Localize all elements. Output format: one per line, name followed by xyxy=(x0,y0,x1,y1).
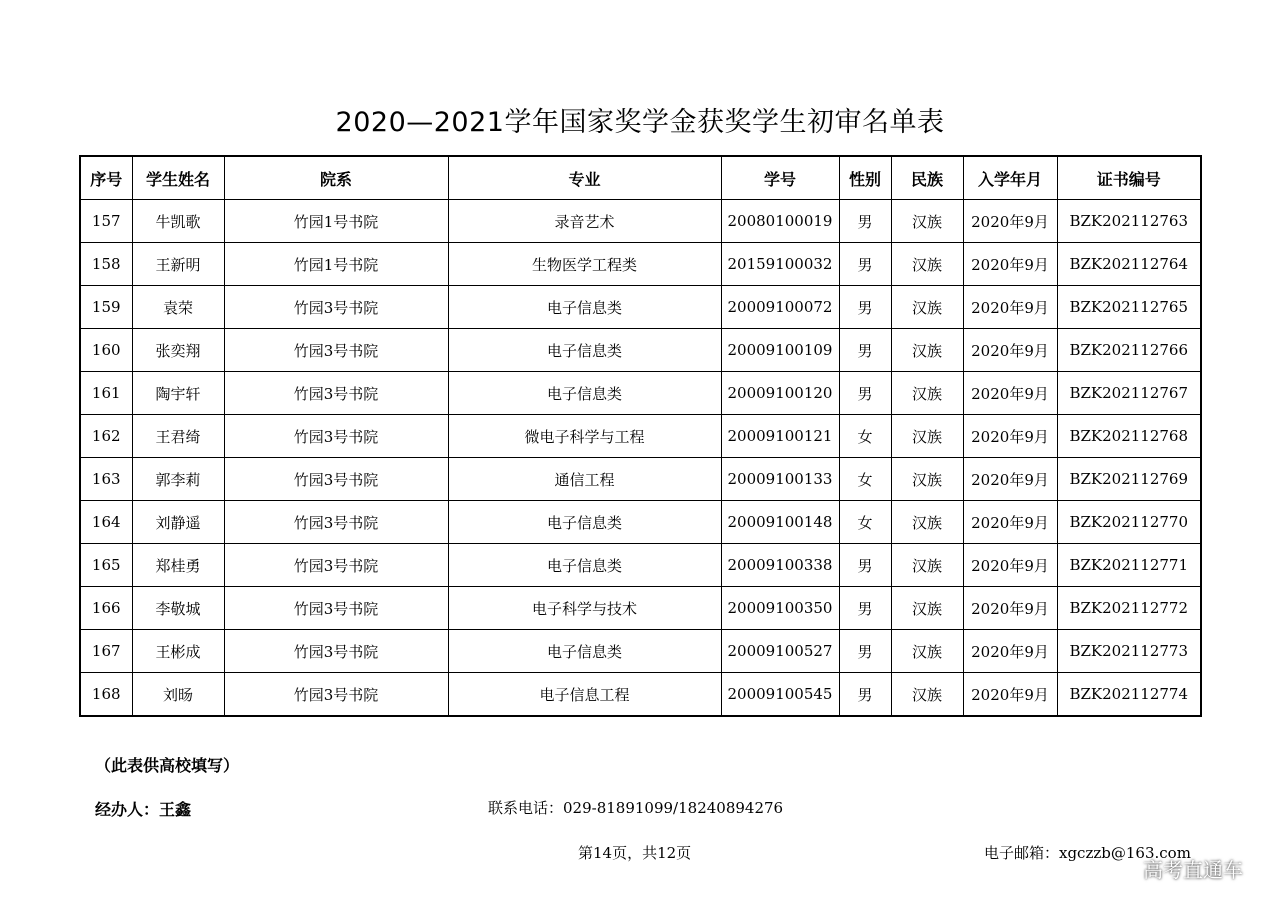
cell-index: 160 xyxy=(80,329,132,372)
cell-index: 166 xyxy=(80,587,132,630)
cell-name: 郑桂勇 xyxy=(132,544,224,587)
cell-gender: 男 xyxy=(839,200,891,243)
cell-enrollment: 2020年9月 xyxy=(963,673,1057,717)
header-name: 学生姓名 xyxy=(132,156,224,200)
table-row xyxy=(80,372,1201,415)
page-indicator: 第14页，共12页 xyxy=(578,844,692,862)
cell-index: 165 xyxy=(80,544,132,587)
cell-index: 161 xyxy=(80,372,132,415)
cell-certificate: BZK202112770 xyxy=(1057,501,1201,544)
table-row xyxy=(80,544,1201,587)
cell-enrollment: 2020年9月 xyxy=(963,286,1057,329)
cell-certificate: BZK202112763 xyxy=(1057,200,1201,243)
cell-gender: 女 xyxy=(839,501,891,544)
table-row xyxy=(80,200,1201,243)
cell-department: 竹园3号书院 xyxy=(224,329,448,372)
cell-major: 微电子科学与工程 xyxy=(448,415,721,458)
cell-enrollment: 2020年9月 xyxy=(963,415,1057,458)
cell-index: 162 xyxy=(80,415,132,458)
cell-gender: 男 xyxy=(839,587,891,630)
cell-student-id: 20009100338 xyxy=(721,544,839,587)
cell-student-id: 20009100109 xyxy=(721,329,839,372)
cell-major: 电子信息类 xyxy=(448,501,721,544)
cell-student-id: 20009100121 xyxy=(721,415,839,458)
cell-ethnicity: 汉族 xyxy=(891,329,963,372)
cell-gender: 男 xyxy=(839,544,891,587)
cell-ethnicity: 汉族 xyxy=(891,501,963,544)
cell-certificate: BZK202112772 xyxy=(1057,587,1201,630)
header-enrollment: 入学年月 xyxy=(963,156,1057,200)
header-certificate: 证书编号 xyxy=(1057,156,1201,200)
table-row xyxy=(80,458,1201,501)
cell-major: 电子信息类 xyxy=(448,329,721,372)
cell-gender: 女 xyxy=(839,415,891,458)
cell-certificate: BZK202112768 xyxy=(1057,415,1201,458)
cell-department: 竹园3号书院 xyxy=(224,415,448,458)
table-row xyxy=(80,630,1201,673)
cell-department: 竹园3号书院 xyxy=(224,587,448,630)
cell-department: 竹园3号书院 xyxy=(224,544,448,587)
cell-department: 竹园3号书院 xyxy=(224,501,448,544)
table-header-row xyxy=(80,156,1201,200)
cell-enrollment: 2020年9月 xyxy=(963,458,1057,501)
header-student-id: 学号 xyxy=(721,156,839,200)
table-row xyxy=(80,501,1201,544)
cell-name: 刘静遥 xyxy=(132,501,224,544)
cell-certificate: BZK202112767 xyxy=(1057,372,1201,415)
cell-gender: 男 xyxy=(839,243,891,286)
header-major: 专业 xyxy=(448,156,721,200)
cell-student-id: 20009100350 xyxy=(721,587,839,630)
cell-major: 电子信息类 xyxy=(448,630,721,673)
cell-gender: 男 xyxy=(839,630,891,673)
cell-ethnicity: 汉族 xyxy=(891,243,963,286)
cell-ethnicity: 汉族 xyxy=(891,286,963,329)
cell-student-id: 20009100527 xyxy=(721,630,839,673)
cell-name: 王彬成 xyxy=(132,630,224,673)
cell-student-id: 20159100032 xyxy=(721,243,839,286)
cell-certificate: BZK202112765 xyxy=(1057,286,1201,329)
watermark-logo: 高考直通车 xyxy=(1143,858,1243,882)
cell-department: 竹园1号书院 xyxy=(224,243,448,286)
cell-major: 录音艺术 xyxy=(448,200,721,243)
cell-enrollment: 2020年9月 xyxy=(963,544,1057,587)
contact-phone: 联系电话：029-81891099/18240894276 xyxy=(488,799,784,817)
cell-gender: 男 xyxy=(839,372,891,415)
table-row xyxy=(80,286,1201,329)
form-note: （此表供高校填写） xyxy=(95,756,240,775)
cell-enrollment: 2020年9月 xyxy=(963,329,1057,372)
cell-certificate: BZK202112764 xyxy=(1057,243,1201,286)
cell-ethnicity: 汉族 xyxy=(891,630,963,673)
cell-enrollment: 2020年9月 xyxy=(963,200,1057,243)
cell-major: 电子信息工程 xyxy=(448,673,721,717)
cell-ethnicity: 汉族 xyxy=(891,673,963,717)
cell-name: 牛凯歌 xyxy=(132,200,224,243)
cell-enrollment: 2020年9月 xyxy=(963,630,1057,673)
cell-student-id: 20009100133 xyxy=(721,458,839,501)
cell-department: 竹园1号书院 xyxy=(224,200,448,243)
table-body xyxy=(80,200,1201,717)
cell-certificate: BZK202112769 xyxy=(1057,458,1201,501)
header-ethnicity: 民族 xyxy=(891,156,963,200)
header-index: 序号 xyxy=(80,156,132,200)
cell-index: 159 xyxy=(80,286,132,329)
cell-certificate: BZK202112766 xyxy=(1057,329,1201,372)
cell-index: 167 xyxy=(80,630,132,673)
cell-gender: 女 xyxy=(839,458,891,501)
cell-name: 刘旸 xyxy=(132,673,224,717)
cell-index: 157 xyxy=(80,200,132,243)
cell-major: 电子信息类 xyxy=(448,544,721,587)
cell-ethnicity: 汉族 xyxy=(891,200,963,243)
table-row xyxy=(80,243,1201,286)
cell-name: 王君绮 xyxy=(132,415,224,458)
cell-ethnicity: 汉族 xyxy=(891,458,963,501)
table-row xyxy=(80,673,1201,717)
cell-certificate: BZK202112773 xyxy=(1057,630,1201,673)
cell-student-id: 20080100019 xyxy=(721,200,839,243)
cell-gender: 男 xyxy=(839,673,891,717)
cell-department: 竹园3号书院 xyxy=(224,458,448,501)
handler-label: 经办人：王鑫 xyxy=(95,800,192,819)
cell-enrollment: 2020年9月 xyxy=(963,501,1057,544)
document-title: 2020—2021学年国家奖学金获奖学生初审名单表 xyxy=(335,107,945,138)
cell-major: 电子科学与技术 xyxy=(448,587,721,630)
cell-name: 郭李莉 xyxy=(132,458,224,501)
cell-gender: 男 xyxy=(839,329,891,372)
cell-department: 竹园3号书院 xyxy=(224,673,448,717)
cell-department: 竹园3号书院 xyxy=(224,372,448,415)
table-row xyxy=(80,329,1201,372)
cell-ethnicity: 汉族 xyxy=(891,544,963,587)
table-row xyxy=(80,415,1201,458)
cell-ethnicity: 汉族 xyxy=(891,587,963,630)
cell-name: 李敬城 xyxy=(132,587,224,630)
cell-index: 158 xyxy=(80,243,132,286)
cell-department: 竹园3号书院 xyxy=(224,630,448,673)
cell-name: 陶宇轩 xyxy=(132,372,224,415)
cell-certificate: BZK202112774 xyxy=(1057,673,1201,717)
cell-student-id: 20009100072 xyxy=(721,286,839,329)
cell-major: 生物医学工程类 xyxy=(448,243,721,286)
scholarship-table xyxy=(79,155,1202,717)
contact-email: 电子邮箱：xgczzb@163.com xyxy=(984,844,1191,862)
cell-index: 168 xyxy=(80,673,132,717)
cell-major: 通信工程 xyxy=(448,458,721,501)
header-gender: 性别 xyxy=(839,156,891,200)
cell-name: 袁荣 xyxy=(132,286,224,329)
cell-student-id: 20009100120 xyxy=(721,372,839,415)
cell-name: 张奕翔 xyxy=(132,329,224,372)
cell-enrollment: 2020年9月 xyxy=(963,372,1057,415)
table-row xyxy=(80,587,1201,630)
cell-major: 电子信息类 xyxy=(448,372,721,415)
cell-student-id: 20009100545 xyxy=(721,673,839,717)
cell-student-id: 20009100148 xyxy=(721,501,839,544)
cell-ethnicity: 汉族 xyxy=(891,415,963,458)
cell-index: 164 xyxy=(80,501,132,544)
cell-enrollment: 2020年9月 xyxy=(963,243,1057,286)
cell-major: 电子信息类 xyxy=(448,286,721,329)
cell-name: 王新明 xyxy=(132,243,224,286)
cell-certificate: BZK202112771 xyxy=(1057,544,1201,587)
cell-enrollment: 2020年9月 xyxy=(963,587,1057,630)
cell-ethnicity: 汉族 xyxy=(891,372,963,415)
cell-department: 竹园3号书院 xyxy=(224,286,448,329)
cell-index: 163 xyxy=(80,458,132,501)
header-department: 院系 xyxy=(224,156,448,200)
cell-gender: 男 xyxy=(839,286,891,329)
